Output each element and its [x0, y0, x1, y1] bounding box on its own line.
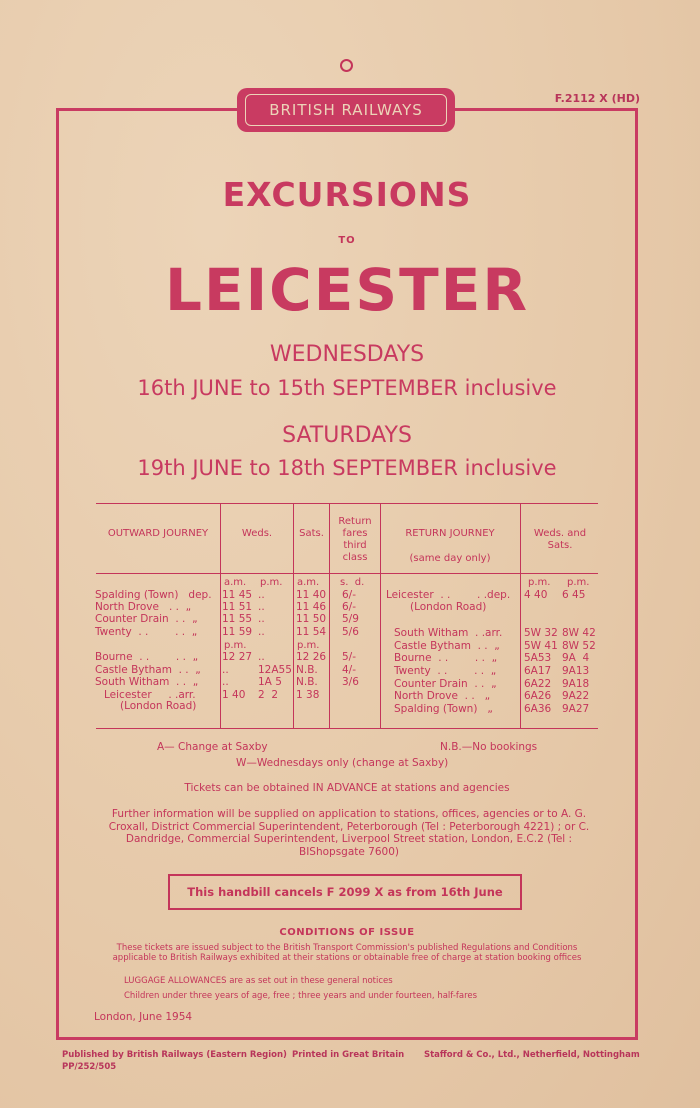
outward-weds-am: ..	[222, 676, 229, 688]
return-sats: 9A27	[562, 703, 590, 715]
cancel-text: This handbill cancels F 2099 X as from 16th June	[187, 885, 503, 899]
return-station: South Witham . .arr.	[394, 627, 503, 639]
outward-london-road: (London Road)	[120, 700, 197, 712]
place-date: London, June 1954	[94, 1011, 193, 1023]
return-weds: 6A26	[524, 690, 552, 702]
british-railways-logo	[237, 88, 455, 132]
return-weds: 6A22	[524, 678, 552, 690]
outward-weds-pm: ..	[258, 613, 265, 625]
header-return-sub: (same day only)	[409, 553, 491, 564]
outward-weds-pm: ..	[258, 626, 265, 638]
footer-printed: Printed in Great Britain	[292, 1050, 405, 1060]
outward-sats: 11 40	[296, 589, 327, 601]
table-header-rule	[96, 573, 598, 574]
return-sats: 8W 52	[562, 640, 596, 652]
unit-pm: p.m.	[260, 577, 283, 588]
return-sats: 9A22	[562, 690, 590, 702]
schedule-dates-2: 19th JUNE to 18th SEPTEMBER inclusive	[137, 456, 557, 480]
outward-station: North Drove . . „	[95, 601, 192, 613]
unit-sd: s. d.	[340, 577, 365, 588]
schedule-dates-1: 16th JUNE to 15th SEPTEMBER inclusive	[137, 376, 557, 400]
schedule-day-1: WEDNESDAYS	[269, 342, 425, 367]
header-sats: Sats.	[299, 528, 324, 539]
form-reference: F.2112 X (HD)	[554, 92, 640, 105]
note-change-saxby: A— Change at Saxby	[157, 741, 268, 753]
header-outward: OUTWARD JOURNEY	[107, 528, 209, 539]
return-station: Twenty . . . . „	[394, 665, 497, 677]
unit-pm: p.m.	[528, 577, 551, 588]
outward-sats: 1 38	[296, 689, 320, 701]
header-weds-sats: Weds. and Sats.	[533, 528, 587, 551]
return-sats: 8W 42	[562, 627, 596, 639]
outward-station: South Witham . . „	[95, 676, 199, 688]
unit-pm: p.m.	[224, 640, 247, 651]
outward-sats: 11 46	[296, 601, 327, 613]
outward-weds-am: 12 27	[222, 651, 253, 663]
return-london-road: (London Road)	[410, 601, 487, 613]
outward-weds-am: 11 51	[222, 601, 253, 613]
outward-weds-pm: ..	[258, 651, 265, 663]
return-sats: 9A18	[562, 678, 590, 690]
table-divider	[220, 503, 221, 728]
outward-weds-am: 1 40	[222, 689, 246, 701]
return-weds: 6A17	[524, 665, 552, 677]
unit-pm: p.m.	[567, 577, 590, 588]
return-weds: 5W 41	[524, 640, 558, 652]
cancel-box	[168, 874, 522, 910]
outward-weds-pm: 1A 5	[258, 676, 282, 688]
unit-pm: p.m.	[297, 640, 320, 651]
further-info: Further information will be supplied on application to stations, offices, agencies or to A. G. Croxall, District Commercial Superintendent, Peterborough (Tel : Peterborough 4221) ; or C. Dandridge, Commercial Superintendent, Liverpool Street station, London, E.C.2 (Tel : BIShopsgate 7600)	[108, 808, 590, 858]
return-station: Counter Drain . . „	[394, 678, 497, 690]
return-sats: 6 45	[562, 589, 586, 601]
outward-fare: 5/-	[342, 651, 357, 663]
return-weds: 5A53	[524, 652, 552, 664]
header-weds: Weds.	[241, 528, 273, 539]
footer-published: Published by British Railways (Eastern Region)	[62, 1050, 287, 1060]
outward-station: Bourne . . . . „	[95, 651, 199, 663]
return-sats: 9A 4	[562, 652, 590, 664]
table-bottom-rule	[96, 728, 598, 729]
outward-fare: 6/-	[342, 589, 357, 601]
header-fares: Return fares third class	[338, 516, 372, 563]
outward-sats: 11 50	[296, 613, 327, 625]
hanging-ring	[340, 59, 353, 72]
return-station: North Drove . . „	[394, 690, 491, 702]
outward-station: Twenty . . . . „	[95, 626, 198, 638]
tickets-note: Tickets can be obtained IN ADVANCE at stations and agencies	[184, 782, 510, 794]
logo-text: BRITISH RAILWAYS	[269, 101, 423, 119]
conditions-luggage: LUGGAGE ALLOWANCES are as set out in these general notices	[124, 976, 393, 986]
outward-fare: 3/6	[342, 676, 359, 688]
return-station: Leicester . . . .dep.	[386, 589, 511, 601]
return-station: Bourne . . . . „	[394, 652, 498, 664]
conditions-regulations: These tickets are issued subject to the British Transport Commission's published Regulations and Conditions applicable to British Railways exhibited at their stations or obtainable free of charge at station booking offices	[112, 943, 582, 963]
outward-station: Spalding (Town) dep.	[95, 589, 212, 601]
outward-station: Castle Bytham . . „	[95, 664, 201, 676]
outward-weds-am: 11 59	[222, 626, 253, 638]
return-sats: 9A13	[562, 665, 590, 677]
table-top-rule	[96, 503, 598, 504]
return-weds: 4 40	[524, 589, 548, 601]
outward-fare: 4/-	[342, 664, 357, 676]
note-no-bookings: N.B.—No bookings	[440, 741, 538, 753]
footer-code: PP/252/505	[62, 1062, 117, 1072]
title-excursions: EXCURSIONS	[222, 175, 472, 214]
outward-weds-pm: 2 2	[258, 689, 279, 701]
outward-weds-am: 11 55	[222, 613, 253, 625]
unit-am: a.m.	[224, 577, 247, 588]
outward-weds-pm: ..	[258, 601, 265, 613]
outward-fare: 6/-	[342, 601, 357, 613]
schedule-day-2: SATURDAYS	[282, 423, 412, 448]
outward-fare: 5/9	[342, 613, 359, 625]
table-divider	[329, 503, 330, 728]
outward-sats: N.B.	[296, 676, 318, 688]
footer-printer: Stafford & Co., Ltd., Netherfield, Nottingham	[424, 1050, 640, 1060]
return-station: Spalding (Town) „	[394, 703, 493, 715]
header-return: RETURN JOURNEY	[405, 528, 495, 539]
table-divider	[380, 503, 381, 728]
conditions-children: Children under three years of age, free ; three years and under fourteen, half-fares	[124, 991, 478, 1001]
outward-weds-am: 11 45	[222, 589, 253, 601]
unit-am: a.m.	[297, 577, 320, 588]
return-station: Castle Bytham . . „	[394, 640, 500, 652]
outward-fare: 5/6	[342, 626, 359, 638]
outward-weds-am: ..	[222, 664, 229, 676]
outward-sats: 11 54	[296, 626, 327, 638]
return-weds: 5W 32	[524, 627, 558, 639]
outward-sats: N.B.	[296, 664, 318, 676]
title-to: TO	[338, 235, 356, 246]
outward-station: Leicester . .arr.	[104, 689, 196, 701]
outward-sats: 12 26	[296, 651, 327, 663]
title-destination: LEICESTER	[165, 256, 529, 324]
outward-weds-pm: ..	[258, 589, 265, 601]
outward-weds-pm: 12A55	[258, 664, 292, 676]
outward-station: Counter Drain . . „	[95, 613, 198, 625]
conditions-title: CONDITIONS OF ISSUE	[279, 927, 415, 938]
return-weds: 6A36	[524, 703, 552, 715]
note-wednesdays: W—Wednesdays only (change at Saxby)	[236, 757, 449, 769]
table-divider	[520, 503, 521, 728]
